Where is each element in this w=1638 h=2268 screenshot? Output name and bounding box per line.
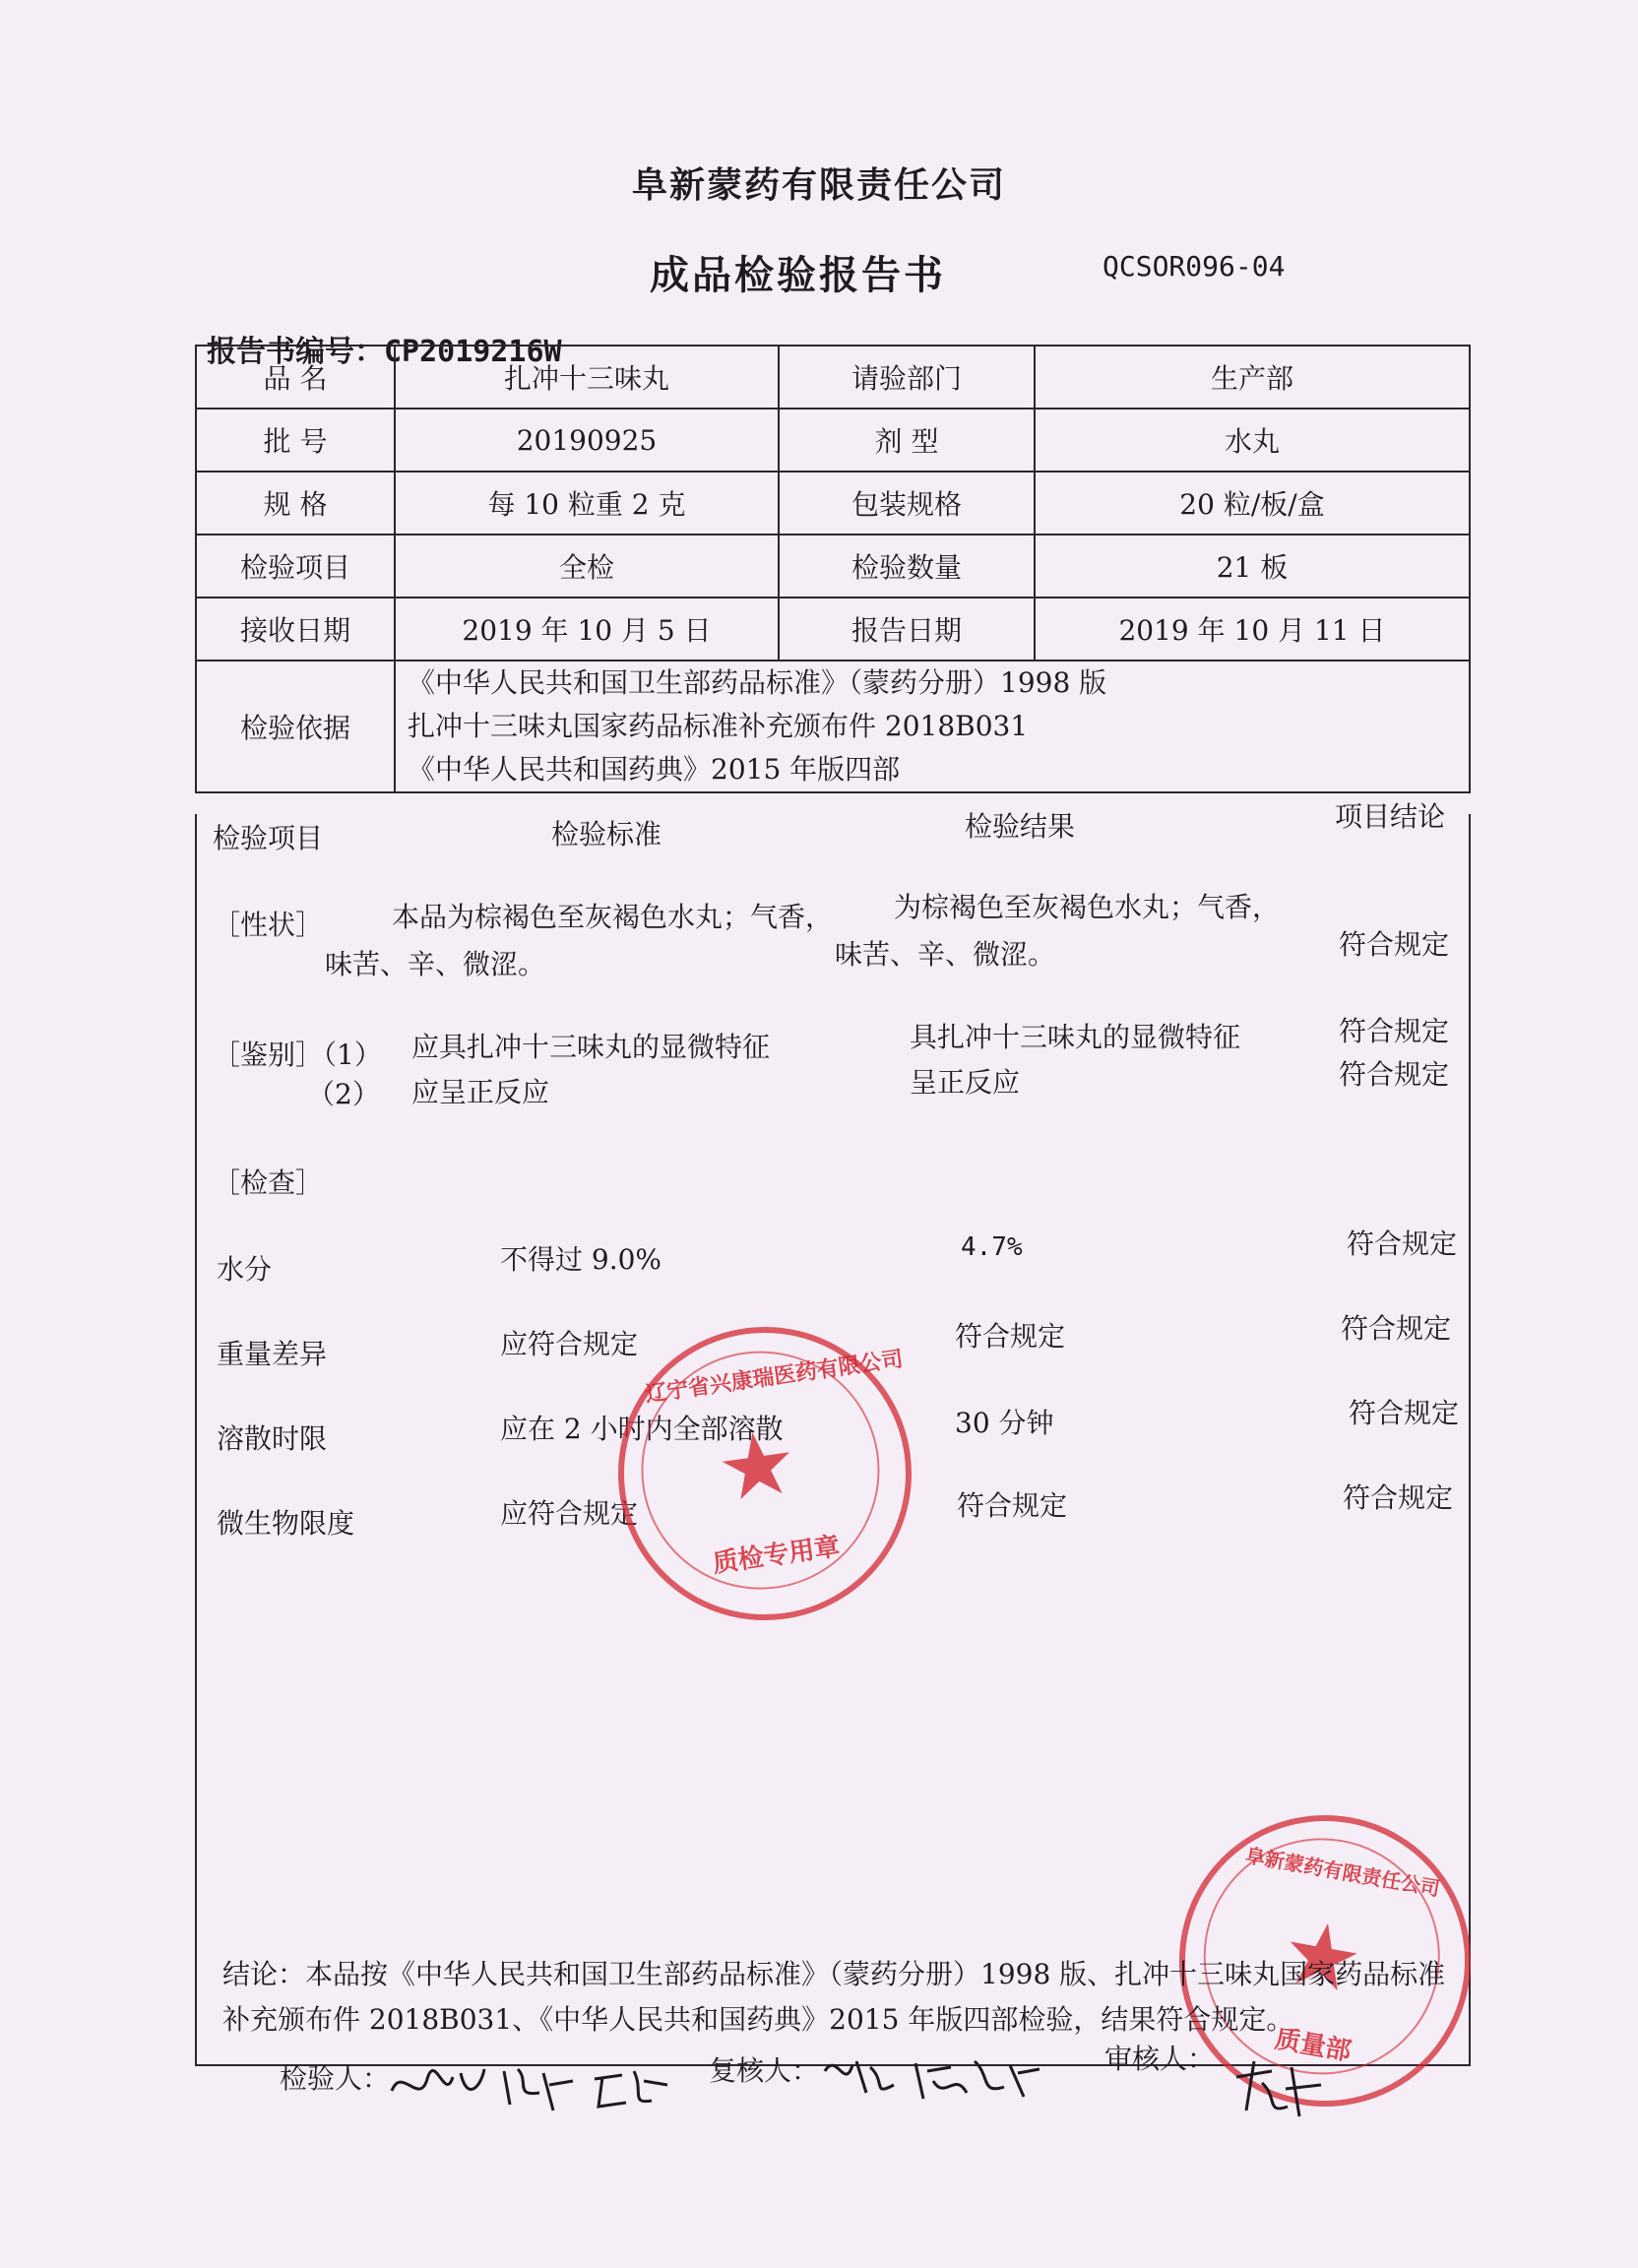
check-standard: 应符合规定 — [500, 1328, 639, 1360]
items-value: 全检 — [395, 535, 779, 598]
check-conclusion: 符合规定 — [1343, 1481, 1454, 1514]
company-name: 阜新蒙药有限责任公司 — [631, 165, 1006, 206]
approver-label: 审核人： — [1104, 2043, 1216, 2075]
identification-conclusion-1: 符合规定 — [1339, 1015, 1450, 1047]
received-label: 接收日期 — [196, 598, 395, 661]
approver-signature — [1227, 2048, 1335, 2126]
dosage-value: 水丸 — [1035, 409, 1470, 472]
product-name-value: 扎冲十三味丸 — [395, 346, 779, 409]
check-standard: 应在 2 小时内全部溶散 — [500, 1413, 784, 1445]
stamp-2-label: 质量部 — [1272, 2024, 1354, 2067]
appearance-result-line-1: 为棕褐色至灰褐色水丸；气香， — [894, 891, 1281, 923]
basis-list — [395, 661, 1470, 792]
basis-line: 《中华人民共和国药典》2015 年版四部 — [408, 753, 901, 786]
identification-result-2: 呈正反应 — [910, 1066, 1021, 1099]
basis-line: 《中华人民共和国卫生部药品标准》（蒙药分册）1998 版 — [408, 666, 1107, 699]
spec-label: 规 格 — [196, 472, 395, 535]
identification-standard-1: 应具扎冲十三味丸的显微特征 — [411, 1031, 771, 1063]
product-name-label: 品 名 — [196, 346, 395, 409]
appearance-standard-line-1: 本品为棕褐色至灰褐色水丸；气香， — [392, 901, 834, 933]
dosage-label: 剂 型 — [779, 409, 1035, 472]
col-item-header: 检验项目 — [213, 822, 324, 854]
batch-value: 20190925 — [395, 409, 779, 472]
check-result: 30 分钟 — [955, 1407, 1054, 1439]
check-item: 微生物限度 — [217, 1507, 355, 1540]
col-result-header: 检验结果 — [965, 810, 1076, 843]
header-table — [195, 345, 1471, 793]
appearance-label: ［性状］ — [213, 909, 324, 941]
stamp-2-org: 阜新蒙药有限责任公司 — [1243, 1843, 1442, 1901]
report-number-label: 报告书编号： — [207, 335, 384, 369]
appearance-result-line-2: 味苦、辛、微涩。 — [835, 938, 1056, 971]
received-value: 2019 年 10 月 5 日 — [395, 598, 779, 661]
check-standard: 不得过 9.0% — [500, 1243, 662, 1276]
appearance-conclusion: 符合规定 — [1339, 928, 1450, 961]
conclusion-line-1: 结论：本品按《中华人民共和国卫生部药品标准》（蒙药分册）1998 版、扎冲十三味丸国家药品标准 — [222, 1958, 1446, 1990]
items-label: 检验项目 — [196, 535, 395, 598]
identification-label-2: （2） — [307, 1078, 380, 1110]
reviewer-signatures — [817, 2042, 1053, 2110]
col-conclusion-header: 项目结论 — [1335, 800, 1446, 833]
qty-value: 21 板 — [1035, 535, 1470, 598]
identification-conclusion-2: 符合规定 — [1339, 1058, 1450, 1091]
basis-label: 检验依据 — [196, 661, 395, 792]
check-result: 符合规定 — [955, 1320, 1066, 1353]
check-conclusion: 符合规定 — [1349, 1397, 1460, 1429]
col-standard-header: 检验标准 — [551, 818, 662, 850]
check-standard: 应符合规定 — [500, 1497, 639, 1530]
basis-line: 扎冲十三味丸国家药品标准补充颁布件 2018B031 — [408, 710, 1029, 742]
batch-label: 批 号 — [196, 409, 395, 472]
check-conclusion: 符合规定 — [1347, 1228, 1458, 1260]
check-result: 符合规定 — [957, 1489, 1068, 1522]
inspector-signatures — [386, 2051, 681, 2120]
inspector-label: 检验人： — [280, 2062, 391, 2095]
stamp-1-org: 辽宁省兴康瑞医药有限公司 — [644, 1347, 905, 1408]
check-result: 4.7% — [961, 1232, 1023, 1262]
spec-value: 每 10 粒重 2 克 — [395, 472, 779, 535]
identification-result-1: 具扎冲十三味丸的显微特征 — [910, 1021, 1241, 1053]
qty-label: 检验数量 — [779, 535, 1035, 598]
check-conclusion: 符合规定 — [1341, 1312, 1452, 1345]
report-date-label: 报告日期 — [779, 598, 1035, 661]
report-title: 成品检验报告书 — [650, 253, 946, 298]
appearance-standard-line-2: 味苦、辛、微涩。 — [325, 948, 546, 980]
check-item: 水分 — [217, 1253, 273, 1286]
check-item: 重量差异 — [217, 1338, 328, 1370]
reviewer-label: 复核人： — [709, 2054, 820, 2087]
star-icon: ★ — [710, 1409, 804, 1524]
identification-standard-2: 应呈正反应 — [411, 1076, 550, 1108]
report-number-value: CP2019216W — [384, 335, 562, 369]
report-date-value: 2019 年 10 月 11 日 — [1035, 598, 1470, 661]
dept-label: 请验部门 — [779, 346, 1035, 409]
form-code: QCSOR096-04 — [1102, 250, 1286, 283]
check-item: 溶散时限 — [217, 1422, 328, 1455]
pack-value: 20 粒/板/盒 — [1035, 472, 1470, 535]
check-label: ［检查］ — [213, 1166, 324, 1199]
dept-value: 生产部 — [1035, 346, 1470, 409]
stamp-1-label: 质检专用章 — [711, 1532, 843, 1580]
identification-label: ［鉴别］（1） — [213, 1039, 382, 1071]
star-icon: ★ — [1274, 1899, 1370, 2015]
conclusion-line-2: 补充颁布件 2018B031、《中华人民共和国药典》2015 年版四部检验，结果符合规定。 — [222, 2003, 1294, 2036]
pack-label: 包装规格 — [779, 472, 1035, 535]
